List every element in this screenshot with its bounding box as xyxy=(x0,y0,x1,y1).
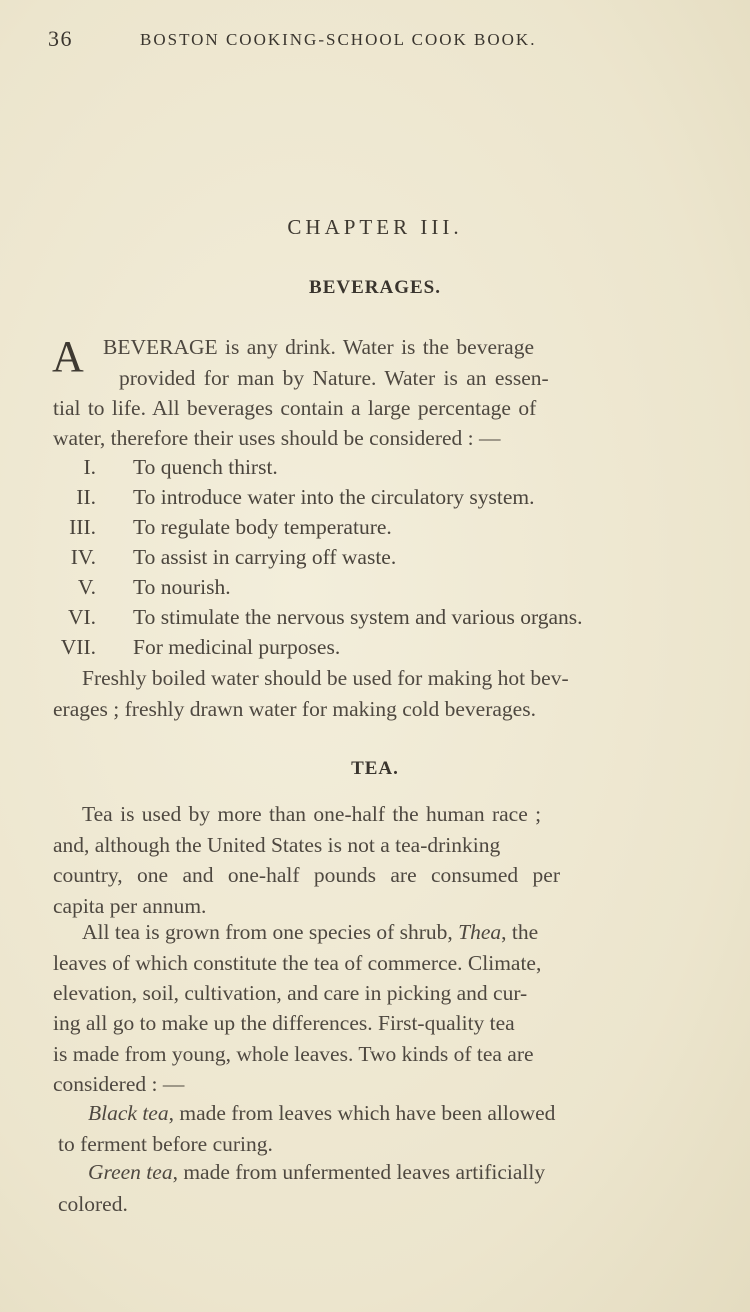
green-tea-term: Green tea xyxy=(88,1160,173,1184)
intro-line: tial to life. All beverages contain a large percentage of xyxy=(53,396,537,420)
use-number: III. xyxy=(69,515,96,539)
page-number: 36 xyxy=(48,26,73,51)
chapter-heading: CHAPTER III. xyxy=(287,215,463,239)
use-text: To regulate body temperature. xyxy=(133,515,392,539)
tea-line: ing all go to make up the differences. First-quality tea xyxy=(53,1011,515,1035)
closing-line: Freshly boiled water should be used for making hot bev- xyxy=(82,666,569,690)
use-text: To introduce water into the circulatory system. xyxy=(133,485,535,509)
use-number: VI. xyxy=(67,605,96,629)
tea-line: country, one and one-half pounds are consumed per xyxy=(53,863,560,887)
tea-line: elevation, soil, cultivation, and care in picking and cur- xyxy=(53,981,528,1005)
use-text: To nourish. xyxy=(133,575,231,599)
tea-text: , the xyxy=(501,920,539,944)
use-number: V. xyxy=(77,575,96,599)
intro-line: water, therefore their uses should be considered : — xyxy=(53,426,501,450)
use-text: To stimulate the nervous system and various organs. xyxy=(133,605,583,629)
green-tea-line: colored. xyxy=(58,1192,128,1216)
green-tea-text: , made from unfermented leaves artificially xyxy=(172,1160,546,1184)
running-title: BOSTON COOKING-SCHOOL COOK BOOK. xyxy=(140,30,537,49)
use-text: To quench thirst. xyxy=(133,455,278,479)
tea-line xyxy=(82,920,538,945)
tea-text: All tea is grown from one species of shrub, xyxy=(82,920,459,944)
tea-line: considered : — xyxy=(53,1072,185,1096)
green-tea-line xyxy=(88,1160,545,1185)
use-number: I. xyxy=(83,455,96,479)
intro-line: BEVERAGE is any drink. Water is the beverage xyxy=(103,335,535,359)
use-number: II. xyxy=(76,485,96,509)
tea-line: leaves of which constitute the tea of commerce. Climate, xyxy=(53,951,542,975)
drop-cap: A xyxy=(52,332,84,381)
black-tea-line: to ferment before curing. xyxy=(58,1132,273,1156)
tea-line: is made from young, whole leaves. Two kinds of tea are xyxy=(53,1042,534,1066)
intro-line: provided for man by Nature. Water is an essen- xyxy=(119,366,549,390)
black-tea-term: Black tea xyxy=(88,1101,169,1125)
closing-line: erages ; freshly drawn water for making cold beverages. xyxy=(53,697,536,721)
use-number: VII. xyxy=(60,635,96,659)
tea-line: capita per annum. xyxy=(53,894,207,918)
tea-line: and, although the United States is not a tea-drinking xyxy=(53,833,501,857)
use-number: IV. xyxy=(70,545,96,569)
genus-name: Thea xyxy=(458,920,502,944)
use-text: For medicinal purposes. xyxy=(133,635,341,659)
use-text: To assist in carrying off waste. xyxy=(133,545,397,569)
black-tea-text: , made from leaves which have been allowed xyxy=(168,1101,556,1125)
tea-line: Tea is used by more than one-half the human race ; xyxy=(82,802,542,826)
black-tea-line xyxy=(88,1101,555,1126)
beverages-heading: BEVERAGES. xyxy=(309,277,441,298)
tea-heading: TEA. xyxy=(351,758,399,779)
